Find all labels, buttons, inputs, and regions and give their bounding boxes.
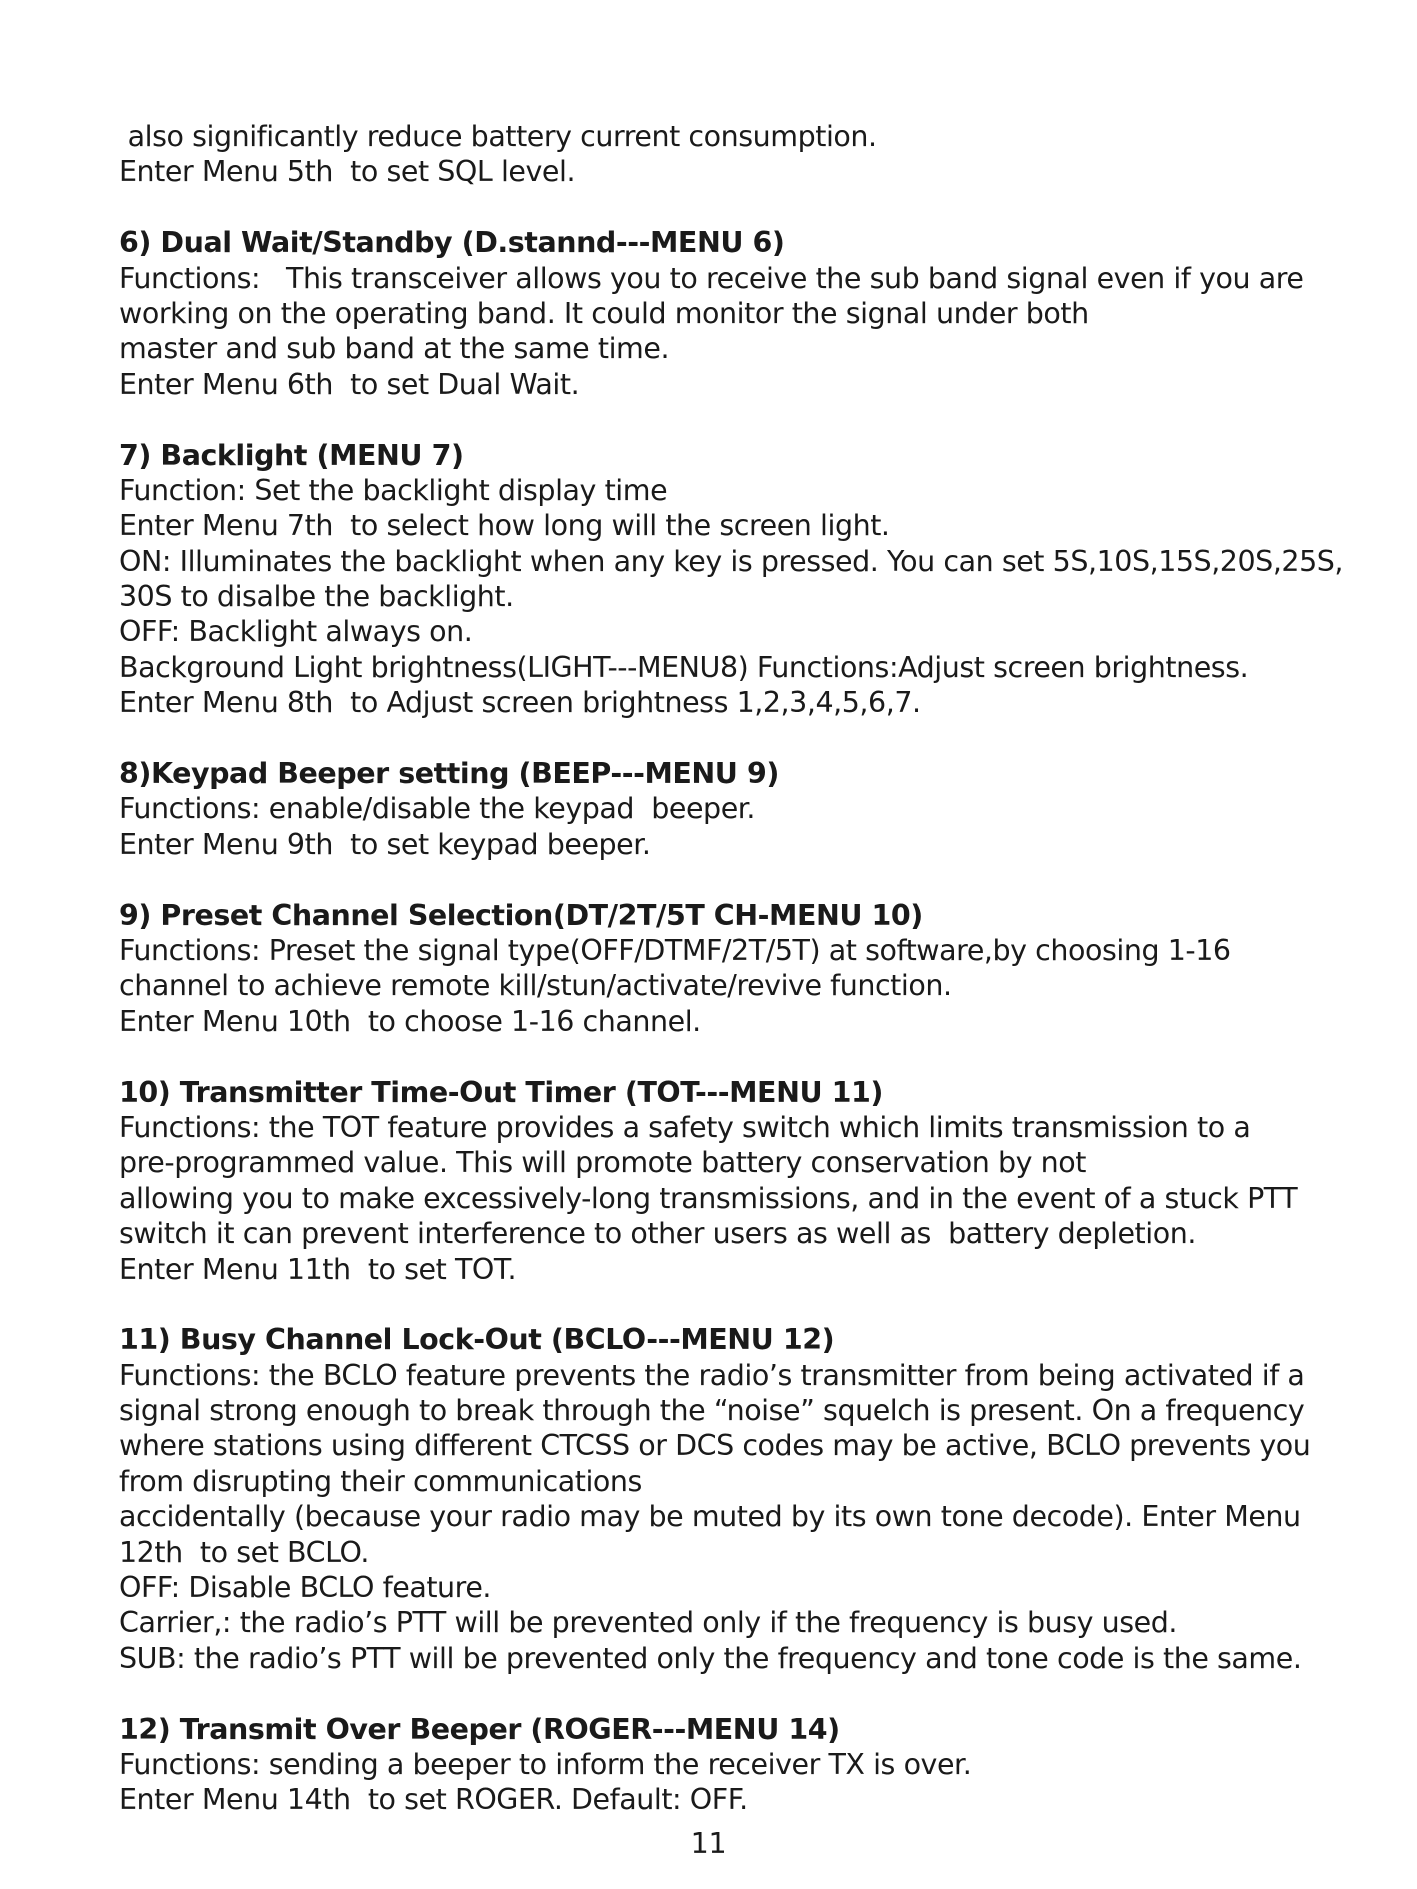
- text-line: Functions: enable/disable the keypad beeper.: [119, 792, 756, 826]
- text-line: Enter Menu 5th to set SQL level.: [119, 155, 576, 189]
- text-line: where stations using different CTCSS or DCS codes may be active, BCLO prevents you: [119, 1429, 1311, 1463]
- manual-page-body: [119, 119, 1344, 1818]
- page-number: 11: [690, 1827, 727, 1860]
- text-line: Enter Menu 7th to select how long will the screen light.: [119, 509, 890, 543]
- section-heading-tot: 10) Transmitter Time-Out Timer (TOT---MENU 11): [119, 1075, 883, 1109]
- text-line: Functions: Preset the signal type(OFF/DTMF/2T/5T) at software,by choosing 1-16: [119, 933, 1231, 967]
- section-heading-roger: 12) Transmit Over Beeper (ROGER---MENU 14): [119, 1712, 840, 1746]
- section-heading-dual-wait: 6) Dual Wait/Standby (D.stannd---MENU 6): [119, 226, 785, 260]
- text-line: channel to achieve remote kill/stun/activate/revive function.: [119, 969, 952, 1003]
- text-line: pre-programmed value. This will promote battery conservation by not: [119, 1146, 1086, 1180]
- blank-line: [119, 862, 1319, 897]
- text-line: master and sub band at the same time.: [119, 332, 670, 366]
- text-line: Functions: sending a beeper to inform the receiver TX is over.: [119, 1747, 972, 1781]
- section-heading-keypad-beeper: 8)Keypad Beeper setting (BEEP---MENU 9): [119, 757, 779, 791]
- text-line: Functions: the BCLO feature prevents the radio’s transmitter from being activated if a: [119, 1358, 1305, 1392]
- text-line: Functions: This transceiver allows you to receive the sub band signal even if you are: [119, 261, 1304, 295]
- blank-line: [119, 190, 1319, 225]
- text-line: Enter Menu 9th to set keypad beeper.: [119, 827, 651, 861]
- text-line: Enter Menu 6th to set Dual Wait.: [119, 367, 580, 401]
- text-line: OFF: Backlight always on.: [119, 615, 473, 649]
- text-line: Enter Menu 11th to set TOT.: [119, 1252, 517, 1286]
- text-line: Carrier,: the radio’s PTT will be prevented only if the frequency is busy used.: [119, 1606, 1178, 1640]
- text-line: SUB: the radio’s PTT will be prevented only the frequency and tone code is the same.: [119, 1641, 1302, 1675]
- blank-line: [119, 1039, 1319, 1074]
- text-line: Function: Set the backlight display time: [119, 473, 668, 507]
- text-line: OFF: Disable BCLO feature.: [119, 1571, 492, 1605]
- blank-line: [119, 1676, 1319, 1711]
- text-line: accidentally (because your radio may be muted by its own tone decode). Enter Menu: [119, 1500, 1301, 1534]
- text-line: Background Light brightness(LIGHT---MENU8) Functions:Adjust screen brightness.: [119, 650, 1249, 684]
- text-line: allowing you to make excessively-long transmissions, and in the event of a stuck PTT: [119, 1181, 1298, 1215]
- blank-line: [119, 721, 1319, 756]
- text-line: from disrupting their communications: [119, 1464, 642, 1498]
- text-line: Enter Menu 14th to set ROGER. Default: OFF.: [119, 1783, 748, 1817]
- section-heading-backlight: 7) Backlight (MENU 7): [119, 438, 464, 472]
- text-line: working on the operating band. It could monitor the signal under both: [119, 296, 1089, 330]
- text-line: switch it can prevent interference to other users as well as battery depletion.: [119, 1217, 1196, 1251]
- blank-line: [119, 1287, 1319, 1322]
- blank-line: [119, 402, 1319, 437]
- text-line: Enter Menu 8th to Adjust screen brightness 1,2,3,4,5,6,7.: [119, 686, 921, 720]
- text-line: Functions: the TOT feature provides a safety switch which limits transmission to a: [119, 1110, 1251, 1144]
- text-line: 12th to set BCLO.: [119, 1535, 369, 1569]
- section-heading-bclo: 11) Busy Channel Lock-Out (BCLO---MENU 12): [119, 1323, 835, 1357]
- text-line: 30S to disalbe the backlight.: [119, 580, 514, 614]
- text-line: ON: Illuminates the backlight when any key is pressed. You can set 5S,10S,15S,20S,25S,: [119, 544, 1344, 578]
- text-line: signal strong enough to break through the “noise” squelch is present. On a frequency: [119, 1394, 1305, 1428]
- text-line: Enter Menu 10th to choose 1-16 channel.: [119, 1004, 701, 1038]
- text-line: also significantly reduce battery current consumption.: [119, 120, 877, 153]
- section-heading-preset-channel: 9) Preset Channel Selection(DT/2T/5T CH-MENU 10): [119, 898, 923, 932]
